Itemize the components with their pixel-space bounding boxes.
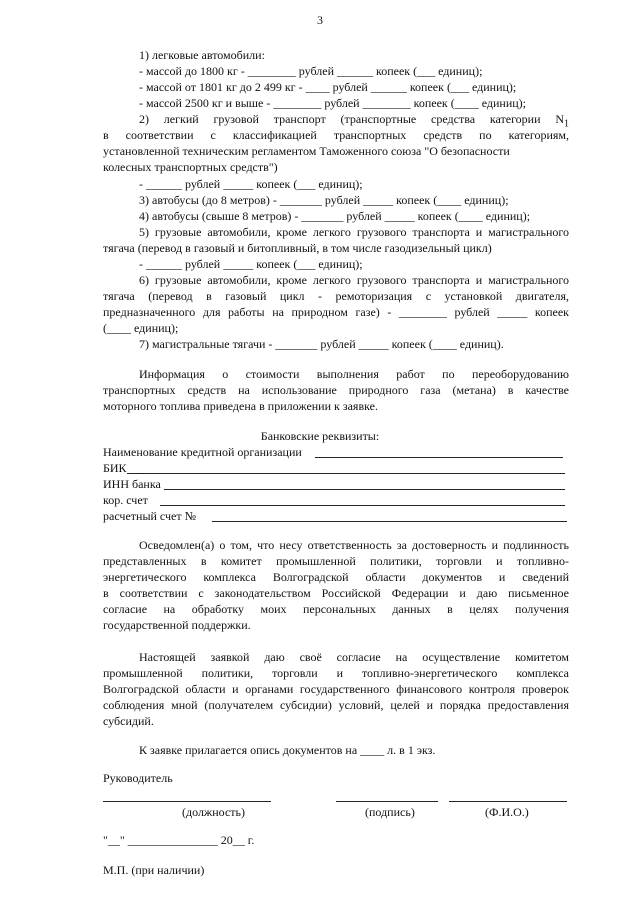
corr-account-label: кор. счет xyxy=(103,493,148,507)
consent-line-5: субсидий. xyxy=(103,714,154,728)
item-2-line-1: 2) легкий грузовой транспорт (транспортные средства категории $N_1$ xyxy=(139,112,569,130)
item-2-line-4: колесных транспортных средств") xyxy=(103,160,278,174)
info-line-2: транспортных средств на использование природного газа (метана) в качестве xyxy=(103,383,569,397)
ack-line-3: энергетического комплекса Волгоградской области документов и сведений xyxy=(103,570,569,584)
ack-line-5: согласие на обработку моих персональных данных в целях получения xyxy=(103,602,569,616)
position-caption: (должность) xyxy=(182,805,245,819)
consent-line-2: промышленной политики, торговли и топливно-энергетического комплекса xyxy=(103,666,569,680)
settlement-account-field[interactable] xyxy=(212,521,567,522)
stamp-note: М.П. (при наличии) xyxy=(103,863,205,877)
signature-caption: (подпись) xyxy=(365,805,415,819)
item-3: 3) автобусы (до 8 метров) - _______ рублей _____ копеек (____ единиц); xyxy=(139,193,509,207)
bik-label: БИК xyxy=(103,461,127,475)
date-line: "__" _______________ 20__ г. xyxy=(103,833,255,847)
item-5-price: - ______ рублей _____ копеек (___ единиц); xyxy=(139,257,363,271)
ack-line-2: представленных в комитет промышленной политики, торговли и топливно- xyxy=(103,554,569,568)
position-signature-line[interactable] xyxy=(103,801,271,802)
bank-name-field[interactable] xyxy=(315,457,563,458)
consent-line-3: Волгоградской области и органами государственного финансового контроля проверок xyxy=(103,682,569,696)
item-1-line-c: - массой 2500 кг и выше - ________ рублей ________ копеек (____ единиц); xyxy=(139,96,527,110)
info-line-3: моторного топлива приведена в приложении к заявке. xyxy=(103,399,378,413)
bik-field[interactable] xyxy=(127,473,565,474)
ack-line-1: Осведомлен(а) о том, что несу ответственность за достоверность и подлинность xyxy=(139,538,569,552)
item-2-price: - ______ рублей _____ копеек (___ единиц); xyxy=(139,177,363,191)
item-5-line-1: 5) грузовые автомобили, кроме легкого грузового транспорта и магистрального xyxy=(139,225,569,239)
page-number: 3 xyxy=(317,13,323,27)
item-1-line-b: - массой от 1801 кг до 2 499 кг - ____ рублей ______ копеек (___ единиц); xyxy=(139,80,517,94)
item-7: 7) магистральные тягачи - _______ рублей _____ копеек (____ единиц). xyxy=(139,337,504,351)
consent-line-1: Настоящей заявкой даю своё согласие на осуществление комитетом xyxy=(139,650,569,664)
item-5-line-2: тягача (перевод в газовый и битопливный, в том числе газодизельный цикл) xyxy=(103,241,492,255)
bank-heading: Банковские реквизиты: xyxy=(260,429,380,443)
item-2-line-2: в соответствии с классификацией транспортных средств по категориям, xyxy=(103,128,569,142)
consent-line-4: соблюдения мной (получателем субсидии) условий, целей и порядка предоставления xyxy=(103,698,569,712)
info-line-1: Информация о стоимости выполнения работ по переоборудованию xyxy=(139,367,569,381)
ack-line-6: государственной поддержки. xyxy=(103,618,251,632)
item-4: 4) автобусы (свыше 8 метров) - _______ рублей _____ копеек (____ единиц); xyxy=(139,209,531,223)
head-label: Руководитель xyxy=(103,771,173,785)
item-6-line-4: (____ единиц); xyxy=(103,321,179,335)
inn-label: ИНН банка xyxy=(103,477,161,491)
full-name-caption: (Ф.И.О.) xyxy=(485,805,529,819)
settlement-account-label: расчетный счет № xyxy=(103,509,197,523)
full-name-signature-line[interactable] xyxy=(449,801,567,802)
corr-account-field[interactable] xyxy=(160,505,565,506)
item-2-line-3: установленной техническим регламентом Таможенного союза "О безопасности xyxy=(103,144,510,158)
ack-line-4: в соответствии с законодательством Российской Федерации и даю письменное xyxy=(103,586,569,600)
signature-line[interactable] xyxy=(336,801,438,802)
item-6-line-3: предназначенного для работы на природном газе) - ________ рублей _____ копеек xyxy=(103,305,569,319)
inn-field[interactable] xyxy=(164,489,565,490)
item-1-heading: 1) легковые автомобили: xyxy=(139,48,265,62)
attachment-line: К заявке прилагается опись документов на ____ л. в 1 экз. xyxy=(139,743,436,757)
item-6-line-2: тягача (перевод в газовый цикл - ремоторизация с установкой двигателя, xyxy=(103,289,569,303)
item-6-line-1: 6) грузовые автомобили, кроме легкого грузового транспорта и магистрального xyxy=(139,273,569,287)
item-1-line-a: - массой до 1800 кг - ________ рублей ______ копеек (___ единиц); xyxy=(139,64,483,78)
bank-name-label: Наименование кредитной организации xyxy=(103,445,302,459)
